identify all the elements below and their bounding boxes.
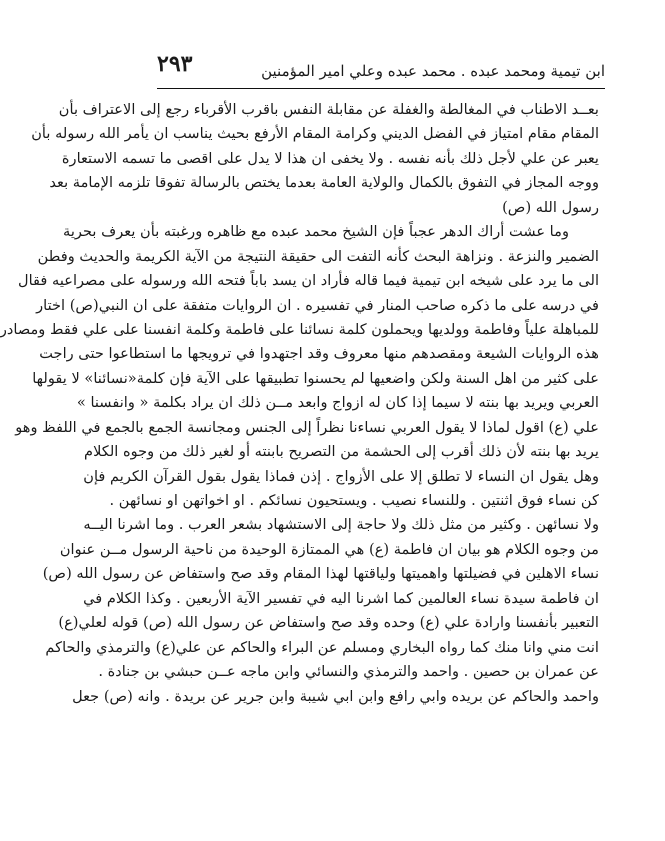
paragraph-1	[31, 98, 599, 220]
text-line: الى ما يرد على شيخه ابن تيمية فيما قاله فأراد ان يسد باباً فتحه الله ورسوله على مصراعيه فقال	[17, 272, 599, 290]
text-line: كن نساء فوق اثنتين . وللنساء نصيب . ويستحيون نسائكم . او اخواتهن او نسائهن .	[109, 492, 599, 509]
text-line: وما عشت أراك الدهر عجباً فإن الشيخ محمد عبده مع ظاهره ورغبته بأن يعرف بحرية	[63, 223, 569, 241]
text-line: على كثير من اهل السنة ولكن واضعيها لم يحسنوا تطبيقها على الآية فإن كلمة«نسائنا» لا يقولها	[32, 369, 599, 387]
text-line: الضمير والنزعة . ونزاهة البحث كأنه التفت الى حقيقة النتيجة من الآية الكريمة والحديث وفطن	[37, 247, 599, 265]
running-title: ابن تيمية ومحمد عبده . محمد عبده وعلي امير المؤمنين	[261, 62, 605, 80]
text-line: المقام مقام امتياز في الفضل الديني وكرامة المقام الأرفع بحيث يناسب ان يأمر الله رسوله بأن	[31, 125, 599, 143]
text-line: ولا نسائهن . وكثير من مثل ذلك ولا حاجة إلى الاستشهاد بشعر العرب . وما اشرنا اليــه	[83, 516, 599, 534]
text-line: يريد بها بنته لأن ذلك أقرب إلى الحشمة من التصريح بابنته أو لغير ذلك من وجوه الكلام	[84, 443, 599, 461]
text-line: انت مني وانا منك كما رواه البخاري ومسلم عن البراء والحاكم عن علي(ع) والترمذي والحاكم	[45, 638, 599, 656]
text-line: عن عمران بن حصين . واحمد والترمذي والنسائي وابن ماجه عــن حبشي بن جنادة .	[98, 663, 599, 681]
text-line: رسول الله (ص)	[502, 198, 599, 216]
page-number: ٢٩٣	[157, 51, 193, 77]
text-line: هذه الروايات الشيعة ومقصدهم منها معروف وقد اجتهدوا في ترويجها ما استطاعوا حتى راجت	[39, 345, 599, 363]
text-line: بعــد الاطناب في المغالطة والغفلة عن مقابلة النفس باقرب الأقرباء رجع إلى الاعتراف بأن	[58, 101, 599, 118]
page-header	[157, 52, 605, 89]
text-line: علي (ع) اقول لماذا لا يقول العربي نساءنا نظراً إلى الجنس ومجانسة الجمع بالجمع في اللفظ وهو	[15, 418, 599, 436]
text-line: ووجه المجاز في التفوق بالكمال والولاية العامة بعدما يختص بالرسالة تفوقا تلزمه الإمامة بعد	[49, 174, 599, 192]
text-line: للمباهلة علياً وفاطمة وولديها ويحملون كلمة نسائنا على فاطمة وكلمة انفسنا على علي فقط ومصادر	[0, 320, 599, 338]
text-line: وهل يقول ان النساء لا تطلق إلا على الأزواج . إذن فماذا يقول بقول القرآن الكريم فإن	[83, 467, 599, 485]
paragraph-2	[0, 220, 599, 709]
text-line: في درسه على ما ذكره صاحب المنار في تفسيره . ان الروايات متفقة على ان النبي(ص) اختار	[36, 296, 599, 314]
text-line: واحمد والحاكم عن بريده وابي رافع وابن ابي شيبة وابن جرير عن بريدة . وانه (ص) جعل	[72, 687, 599, 705]
text-line: من وجوه الكلام هو بيان ان فاطمة (ع) هي الممتازة الوحيدة من ناحية الرسول مــن عنوان	[59, 540, 599, 558]
text-line: العربي ويريد بها بنته لا سيما إذا كان له ازواج وابعد مــن ذلك ان يراد بكلمة « وانفسنا »	[76, 394, 599, 412]
text-line: يعبر عن علي لأجل ذلك بأنه نفسه . ولا يخفى ان هذا لا يدل على اقصى ما تسمه الاستعارة	[61, 149, 599, 167]
text-line: التعبير بأنفسنا وارادة علي (ع) وحده وقد صح واستفاض عن رسول الله (ص) قوله لعلي(ع)	[58, 614, 599, 632]
text-line: ان فاطمة سيدة نساء العالمين كما اشرنا اليه في تفسير الآية الأربعين . وكذا الكلام في	[83, 589, 599, 607]
text-line: نساء الاهلين في فضيلتها واهميتها ولياقتها لهذا المقام وقد صح واستفاض عن رسول الله (ص)	[42, 565, 599, 583]
body-text	[0, 98, 599, 709]
